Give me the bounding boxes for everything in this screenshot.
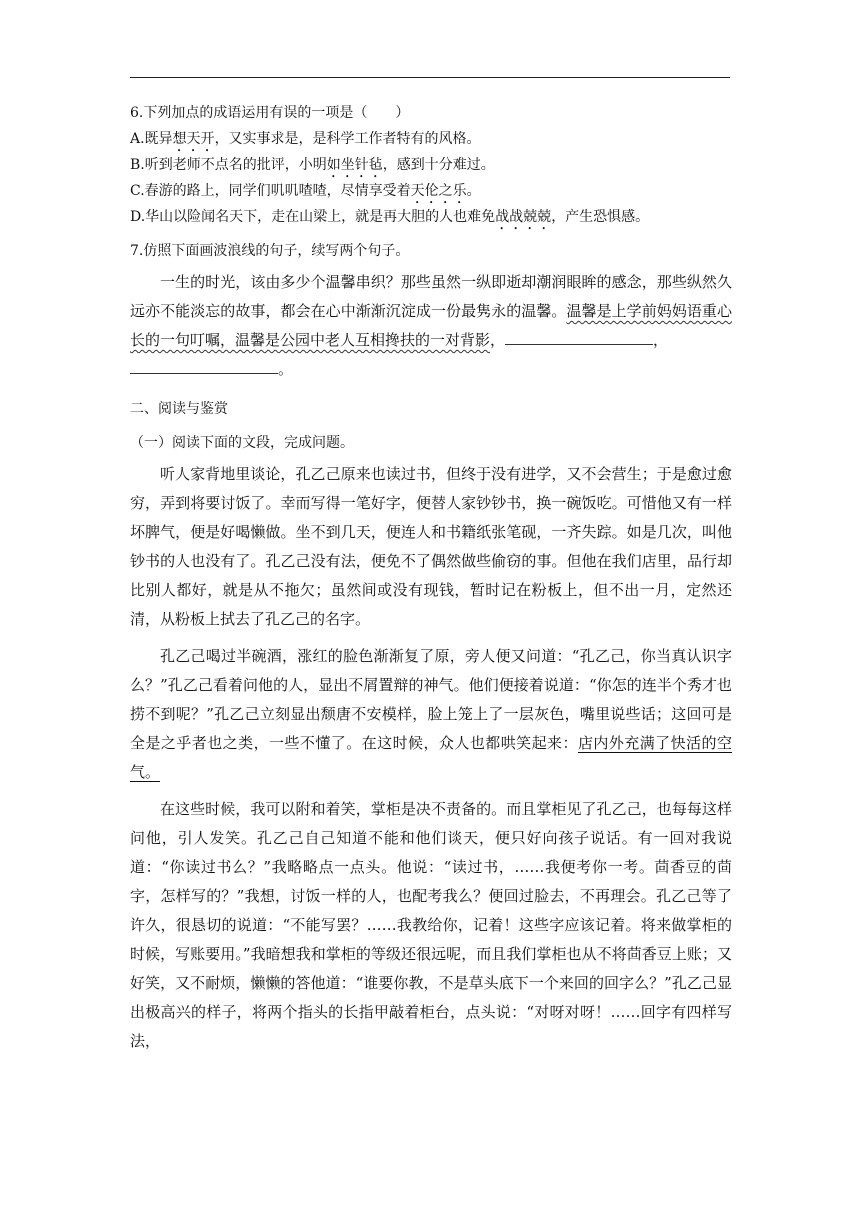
header-rule bbox=[130, 77, 730, 78]
option-c-idiom: 天伦之乐 bbox=[410, 183, 467, 199]
q7-comma-1: ， bbox=[490, 331, 506, 349]
passage-paragraph-3: 在这些时候，我可以附和着笑，掌柜是决不责备的。而且掌柜见了孔乙己，也每每这样问他，引人发笑。孔乙己自己知道不能和他们谈天，便只好向孩子说话。有一回对我说道：“你读过书么？”我略略点一点头。他说：“读过书，……我便考你一考。茴香豆的茴字，怎样写的？”我想，讨饭一样的人，也配考我么？便回过脸去，不再理会。孔乙己等了许久，很恳切的说道：“不能写罢？……我教给你，记着！这些字应该记着。将来做掌柜的时候，写账要用。”我暗想我和掌柜的等级还很远呢，而且我们掌柜也从不将茴香豆上账；又好笑，又不耐烦，懒懒的答他道：“谁要你教，不是草头底下一个来回的回字么？”孔乙己显出极高兴的样子，将两个指头的长指甲敲着柜台，点头说：“对呀对呀！……回字有四样写法， bbox=[130, 800, 732, 1050]
section-2-heading: 二、阅读与鉴赏 bbox=[130, 401, 228, 417]
question-6-stem: 6.下列加点的成语运用有误的一项是（ ） bbox=[130, 105, 410, 121]
q7-comma-2: ， bbox=[653, 331, 669, 349]
option-d-text: D.华山以险闻名天下，走在山梁上，就是再大胆的人也难免 bbox=[130, 209, 496, 225]
answer-blank-2[interactable] bbox=[130, 356, 278, 374]
option-d bbox=[130, 204, 732, 230]
question-7-stem: 7.仿照下面画波浪线的句子，续写两个句子。 bbox=[130, 243, 410, 259]
passage-paragraph-2: 孔乙己喝过半碗酒，涨红的脸色渐渐复了原，旁人便又问道：“孔乙己，你当真认识字么？”孔乙己看着问他的人，显出不屑置辩的神气。他们便接着说道：“你怎的连半个秀才也捞不到呢？”孔乙己立刻显出颓唐不安模样，脸上笼上了一层灰色，嘴里说些话；这回可是全是之乎者也之类，一些不懂了。在这时候，众人也都哄笑起来： bbox=[130, 647, 732, 752]
q7-wavy-sentence: 温馨是上学前妈妈语重心长的一句叮嘱，温馨是公园中老人互相搀扶的一对背影 bbox=[130, 302, 732, 349]
option-a bbox=[130, 126, 732, 152]
option-b bbox=[130, 152, 732, 178]
option-a-text: A.既异 bbox=[130, 131, 173, 147]
subsection-1-heading: （一）阅读下面的文段，完成问题。 bbox=[130, 435, 354, 451]
option-c-text: C.春游的路上，同学们叽叽喳喳，尽情享受着 bbox=[130, 183, 411, 199]
option-c bbox=[130, 178, 732, 204]
reading-passage-p2 bbox=[130, 642, 732, 787]
underlined-sentence: 店内外充满了快活的空气。 bbox=[130, 734, 732, 781]
option-d-rest: ，产生恐惧感。 bbox=[551, 209, 650, 225]
option-b-text: B.听到老师不点名的批评，小明 bbox=[130, 157, 327, 173]
reading-passage-p3 bbox=[130, 795, 732, 1056]
option-a-idiom: 想天开 bbox=[172, 131, 215, 147]
q7-period: 。 bbox=[278, 360, 294, 378]
option-c-rest: 。 bbox=[466, 183, 481, 199]
document-page bbox=[130, 100, 732, 1056]
option-b-idiom: 如坐针毡 bbox=[326, 157, 383, 173]
answer-blank-1[interactable] bbox=[505, 327, 653, 345]
passage-paragraph-1: 听人家背地里谈论，孔乙己原来也读过书，但终于没有进学，又不会营生；于是愈过愈穷，弄到将要讨饭了。幸而写得一笔好字，便替人家钞钞书，换一碗饭吃。可惜他又有一样坏脾气，便是好喝懒做。坐不到几天，便连人和书籍纸张笔砚，一齐失踪。如是几次，叫他钞书的人也没有了。孔乙己没有法，便免不了偶然做些偷窃的事。但他在我们店里，品行却比别人都好，就是从不拖欠；虽然间或没有现钱，暂时记在粉板上，但不出一月，定然还清，从粉板上拭去了孔乙己的名字。 bbox=[130, 465, 732, 628]
q7-passage-text: 一生的时光，该由多少个温馨串织？那些虽然一纵即逝却潮润眼眸的感念，那些纵然久远亦不能淡忘的故事，都会在心中渐渐沉淀成一份最隽永的温馨。 bbox=[130, 273, 732, 320]
question-7-passage bbox=[130, 268, 732, 384]
option-b-rest: ，感到十分难过。 bbox=[382, 157, 495, 173]
option-d-idiom: 战战兢兢 bbox=[495, 209, 552, 225]
option-a-rest: ，又实事求是，是科学工作者特有的风格。 bbox=[214, 131, 481, 147]
reading-passage-p1 bbox=[130, 460, 732, 634]
